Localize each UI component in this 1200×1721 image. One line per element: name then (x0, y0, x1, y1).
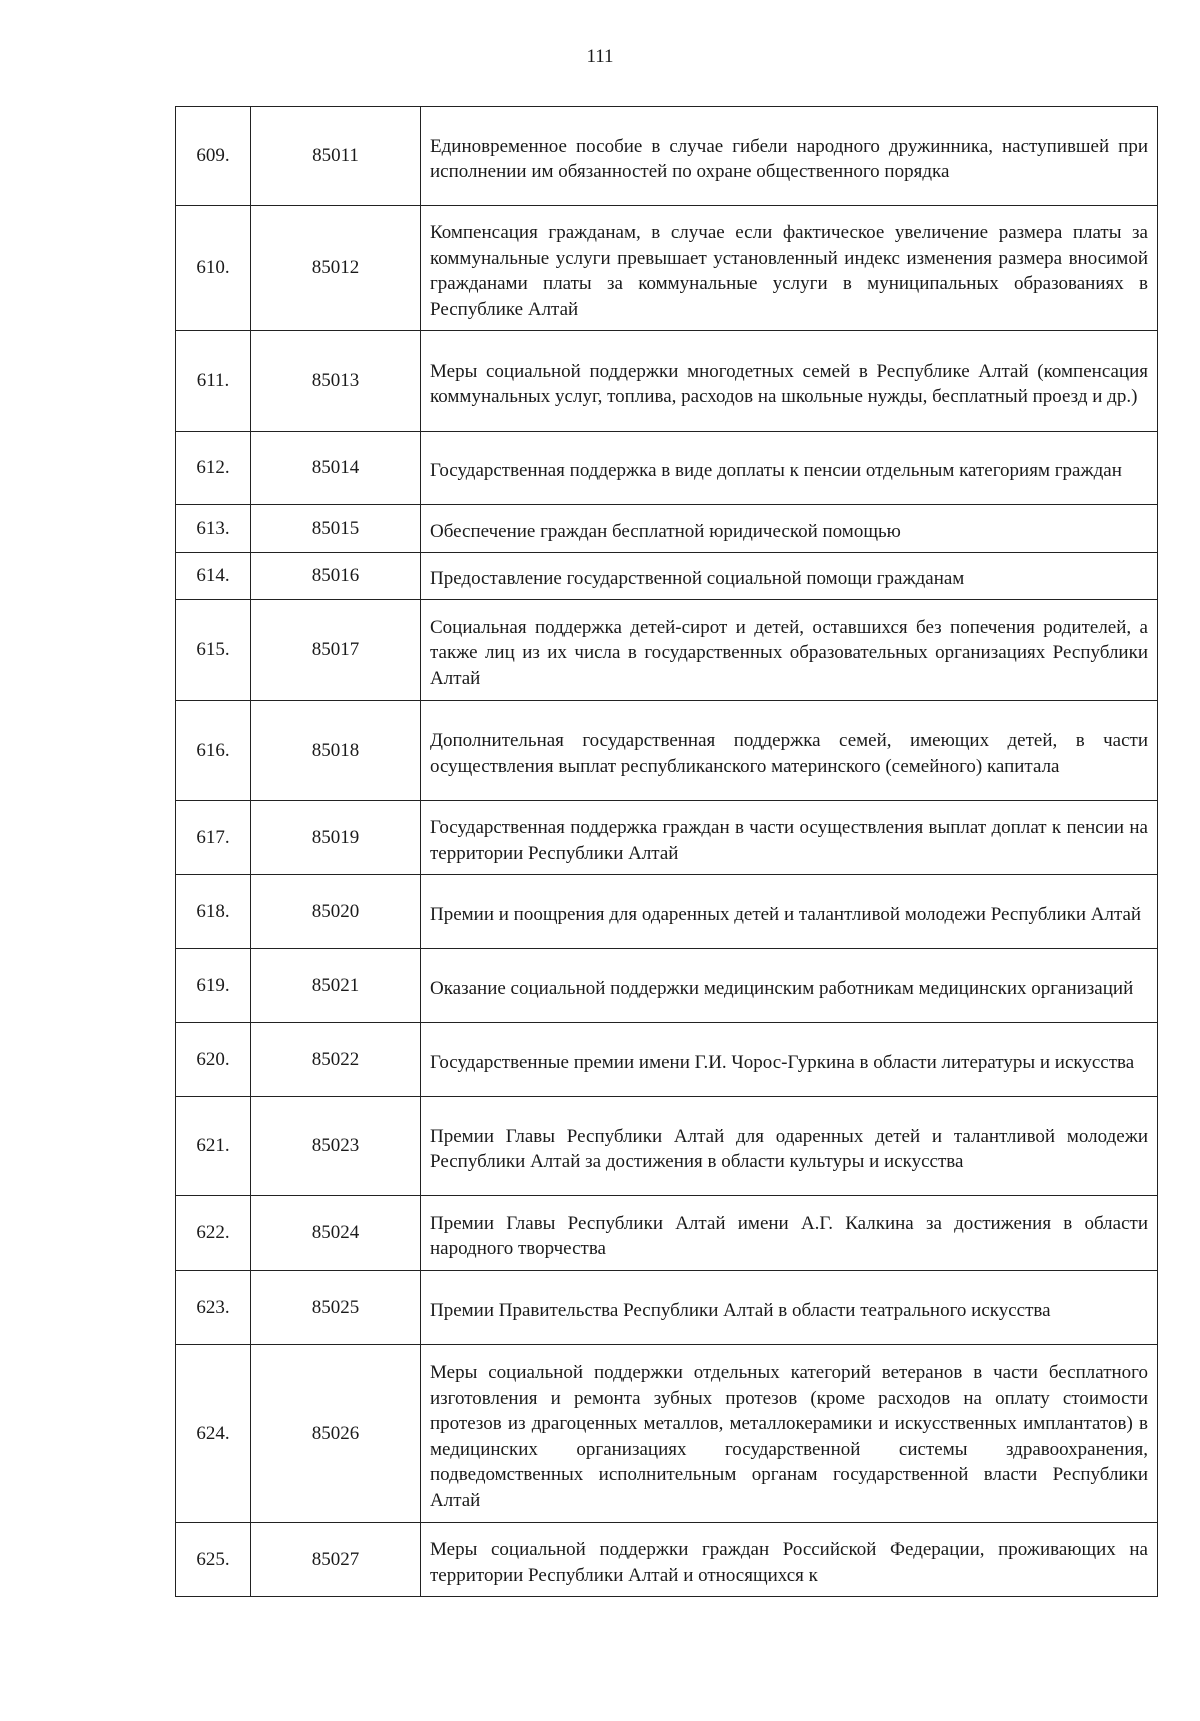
row-description: Социальная поддержка детей-сирот и детей, оставшихся без попечения родителей, а также лиц из их числа в государственных образовательных организациях Республики Алтай (421, 600, 1158, 701)
budget-code-table (175, 106, 1158, 1597)
row-code: 85027 (251, 1523, 421, 1597)
row-number: 625. (176, 1523, 251, 1597)
row-description: Предоставление государственной социальной помощи гражданам (421, 553, 1158, 600)
table-row (176, 875, 1158, 949)
table-row (176, 701, 1158, 801)
row-code: 85016 (251, 553, 421, 600)
row-code: 85015 (251, 505, 421, 553)
table-row (176, 1097, 1158, 1196)
table-row (176, 801, 1158, 875)
row-code: 85024 (251, 1196, 421, 1271)
table-row (176, 107, 1158, 206)
row-code: 85017 (251, 600, 421, 701)
row-description: Дополнительная государственная поддержка семей, имеющих детей, в части осуществления выплат республиканского материнского (семейного) капитала (421, 701, 1158, 801)
row-description: Премии Правительства Республики Алтай в области театрального искусства (421, 1271, 1158, 1345)
row-number: 612. (176, 432, 251, 505)
table-row (176, 505, 1158, 553)
row-number: 609. (176, 107, 251, 206)
row-description: Меры социальной поддержки отдельных категорий ветеранов в части бесплатного изготовления и ремонта зубных протезов (кроме расходов на оплату стоимости протезов из драгоценных металлов, металлокерамики и искусственных имплантатов) в медицинских организациях государственной системы здравоохранения, подведомственных исполнительным органам государственной власти Республики Алтай (421, 1345, 1158, 1523)
row-number: 615. (176, 600, 251, 701)
table-row (176, 331, 1158, 432)
row-code: 85023 (251, 1097, 421, 1196)
row-number: 622. (176, 1196, 251, 1271)
table-row (176, 1523, 1158, 1597)
row-description: Государственная поддержка в виде доплаты к пенсии отдельным категориям граждан (421, 432, 1158, 505)
row-description: Меры социальной поддержки многодетных семей в Республике Алтай (компенсация коммунальных услуг, топлива, расходов на школьные нужды, бесплатный проезд и др.) (421, 331, 1158, 432)
table-row (176, 1345, 1158, 1523)
row-number: 617. (176, 801, 251, 875)
row-number: 623. (176, 1271, 251, 1345)
row-code: 85014 (251, 432, 421, 505)
row-code: 85020 (251, 875, 421, 949)
row-code: 85013 (251, 331, 421, 432)
row-description: Меры социальной поддержки граждан Российской Федерации, проживающих на территории Республики Алтай и относящихся к (421, 1523, 1158, 1597)
table-row (176, 206, 1158, 331)
row-number: 614. (176, 553, 251, 600)
row-description: Премии Главы Республики Алтай для одаренных детей и талантливой молодежи Республики Алтай за достижения в области культуры и искусства (421, 1097, 1158, 1196)
row-number: 618. (176, 875, 251, 949)
row-number: 610. (176, 206, 251, 331)
row-code: 85011 (251, 107, 421, 206)
row-description: Обеспечение граждан бесплатной юридической помощью (421, 505, 1158, 553)
row-description: Премии и поощрения для одаренных детей и талантливой молодежи Республики Алтай (421, 875, 1158, 949)
row-code: 85022 (251, 1023, 421, 1097)
table-row (176, 600, 1158, 701)
table-row (176, 1023, 1158, 1097)
row-description: Единовременное пособие в случае гибели народного дружинника, наступившей при исполнении им обязанностей по охране общественного порядка (421, 107, 1158, 206)
page-number: 111 (586, 46, 614, 67)
row-number: 621. (176, 1097, 251, 1196)
row-description: Государственные премии имени Г.И. Чорос-Гуркина в области литературы и искусства (421, 1023, 1158, 1097)
row-number: 619. (176, 949, 251, 1023)
table-row (176, 1271, 1158, 1345)
table-row (176, 1196, 1158, 1271)
row-number: 624. (176, 1345, 251, 1523)
row-number: 620. (176, 1023, 251, 1097)
row-code: 85025 (251, 1271, 421, 1345)
row-number: 611. (176, 331, 251, 432)
row-description: Премии Главы Республики Алтай имени А.Г. Калкина за достижения в области народного творчества (421, 1196, 1158, 1271)
row-code: 85019 (251, 801, 421, 875)
row-description: Государственная поддержка граждан в части осуществления выплат доплат к пенсии на территории Республики Алтай (421, 801, 1158, 875)
table-row (176, 949, 1158, 1023)
row-number: 613. (176, 505, 251, 553)
row-code: 85018 (251, 701, 421, 801)
row-code: 85012 (251, 206, 421, 331)
row-description: Компенсация гражданам, в случае если фактическое увеличение размера платы за коммунальные услуги превышает установленный индекс изменения размера вносимой гражданами платы за коммунальные услуги в муниципальных образованиях в Республике Алтай (421, 206, 1158, 331)
row-code: 85021 (251, 949, 421, 1023)
table-row (176, 432, 1158, 505)
row-description: Оказание социальной поддержки медицинским работникам медицинских организаций (421, 949, 1158, 1023)
table-row (176, 553, 1158, 600)
row-code: 85026 (251, 1345, 421, 1523)
row-number: 616. (176, 701, 251, 801)
